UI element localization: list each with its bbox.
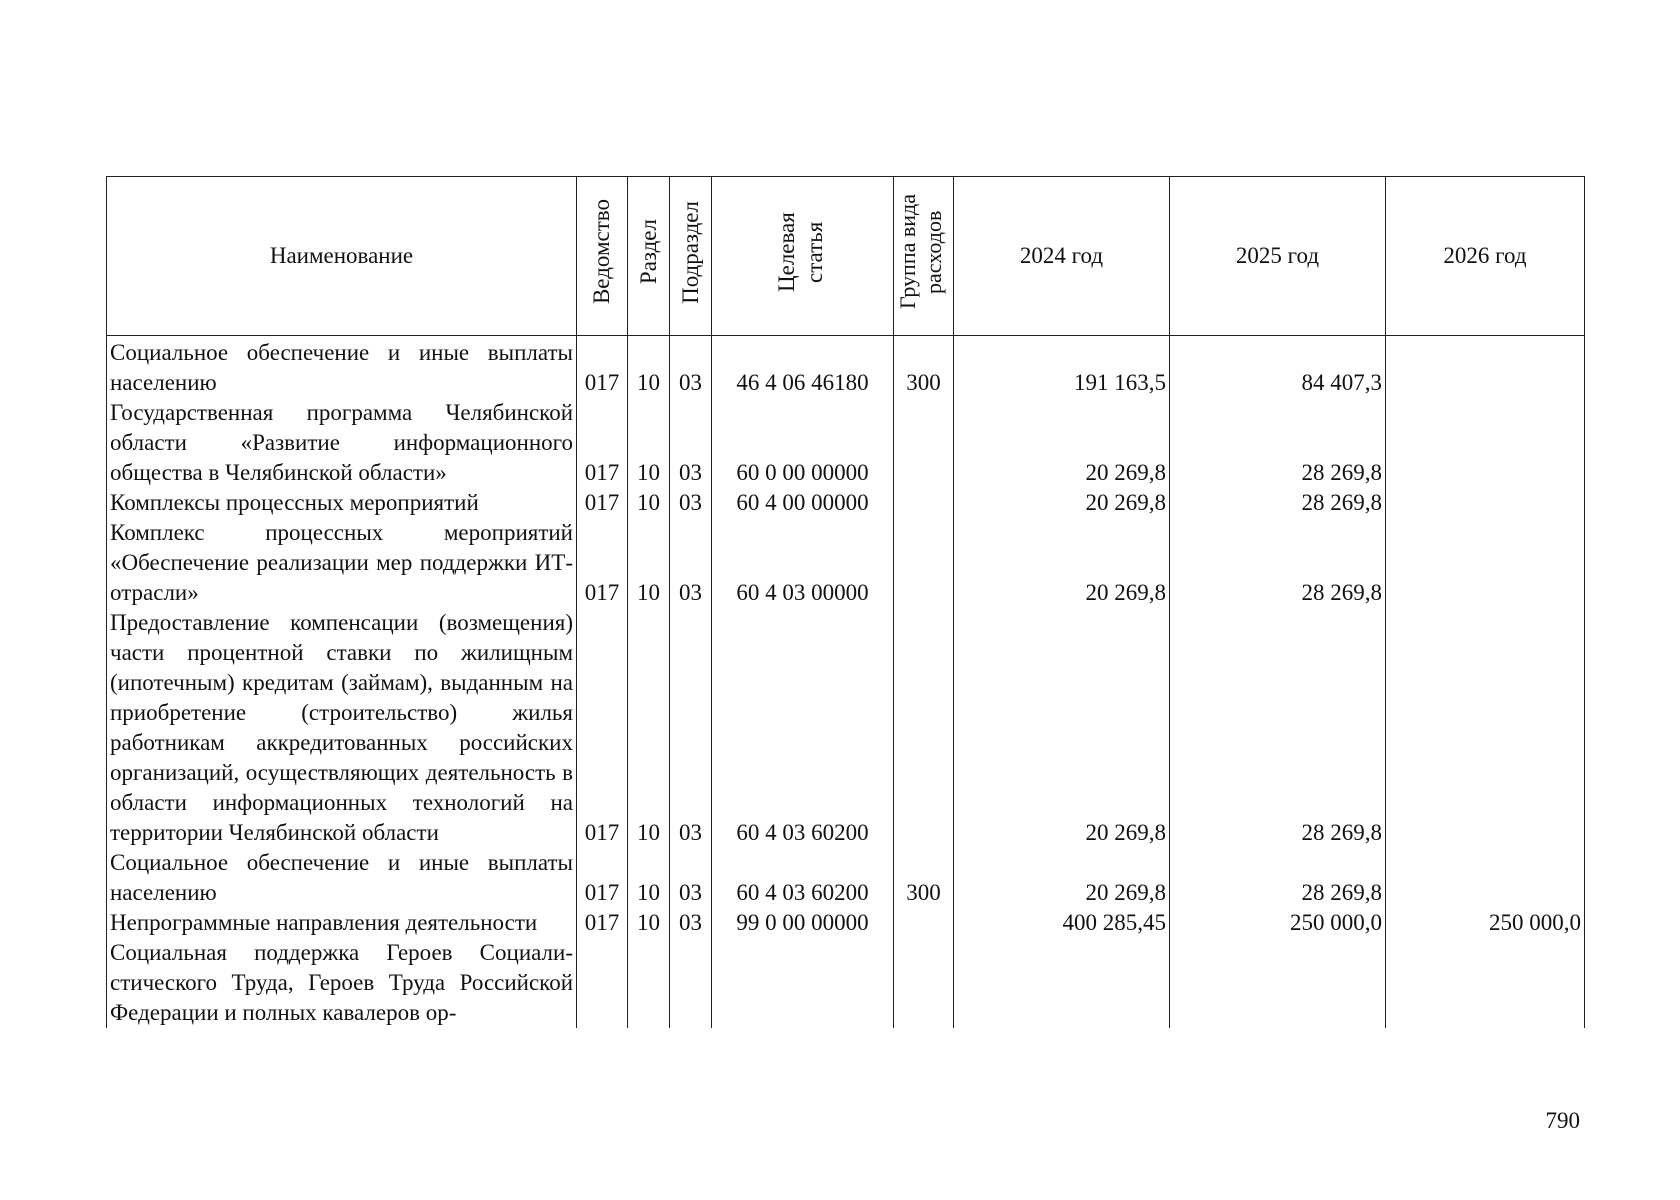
row-2025: 250 000,0 [1170,908,1386,938]
row-target-article: 46 4 06 46180 [712,336,894,399]
row-2024: 20 269,8 [954,608,1170,848]
table-row [107,398,1585,488]
table-row [107,608,1585,848]
row-subsection: 03 [670,398,712,488]
row-2024 [954,938,1170,1028]
row-section: 10 [628,608,670,848]
row-2024: 20 269,8 [954,488,1170,518]
header-2026: 2026 год [1386,177,1585,336]
row-2026 [1386,938,1585,1028]
row-name: Государственная программа Челябинской области «Развитие информационного общества в Челябинской области» [107,398,577,488]
row-target-article [712,938,894,1028]
row-section: 10 [628,336,670,399]
table-row [107,488,1585,518]
row-target-article: 60 0 00 00000 [712,398,894,488]
row-2026 [1386,488,1585,518]
row-department: 017 [577,908,628,938]
row-name: Социальная поддержка Героев Социалистического Труда, Героев Труда Российской Федерации и полных кавалеров ор- [107,938,577,1028]
row-2025: 28 269,8 [1170,608,1386,848]
row-2026 [1386,518,1585,608]
row-expense-group: 300 [894,848,954,908]
row-2025 [1170,938,1386,1028]
table-row [107,848,1585,908]
row-expense-group [894,608,954,848]
header-department: Ведомство [577,177,628,336]
row-subsection: 03 [670,518,712,608]
row-target-article: 60 4 00 00000 [712,488,894,518]
row-2024: 20 269,8 [954,398,1170,488]
row-subsection: 03 [670,608,712,848]
row-subsection: 03 [670,488,712,518]
row-2025: 28 269,8 [1170,518,1386,608]
row-expense-group [894,908,954,938]
row-section [628,938,670,1028]
page-number: 790 [1545,1108,1580,1133]
row-name: Комплекс процессных мероприятий «Обеспечение реализации мер поддержки ИТ-отрасли» [107,518,577,608]
row-2026 [1386,336,1585,399]
row-expense-group: 300 [894,336,954,399]
row-2026: 250 000,0 [1386,908,1585,938]
row-department: 017 [577,608,628,848]
row-target-article: 60 4 03 60200 [712,848,894,908]
row-name: Социальное обеспечение и иные выплаты населению [107,336,577,399]
row-department: 017 [577,518,628,608]
header-2024: 2024 год [954,177,1170,336]
row-name: Комплексы процессных мероприятий [107,488,577,518]
row-2025: 28 269,8 [1170,848,1386,908]
header-section: Раздел [628,177,670,336]
row-2026 [1386,848,1585,908]
row-2024: 191 163,5 [954,336,1170,399]
row-section: 10 [628,398,670,488]
row-2025: 28 269,8 [1170,488,1386,518]
row-department [577,938,628,1028]
row-target-article: 60 4 03 60200 [712,608,894,848]
row-department: 017 [577,488,628,518]
row-target-article: 99 0 00 00000 [712,908,894,938]
header-row [107,177,1585,336]
row-section: 10 [628,488,670,518]
row-subsection: 03 [670,336,712,399]
row-2026 [1386,608,1585,848]
header-subsection: Подраздел [670,177,712,336]
table-row [107,908,1585,938]
row-department: 017 [577,398,628,488]
row-name: Непрограммные направления деятельности [107,908,577,938]
row-department: 017 [577,848,628,908]
table-row [107,938,1585,1028]
header-expense-group: Группа вида расходов [894,177,954,336]
row-target-article: 60 4 03 00000 [712,518,894,608]
row-name: Предоставление компенсации (возмещения) части процентной ставки по жилищным (ипотечным) кредитам (займам), выданным на приобретение (строительство) жилья работникам аккредитованных российских организаций, осуществляющих деятельность в области информационных технологий на территории Челябинской области [107,608,577,848]
row-expense-group [894,518,954,608]
row-name: Социальное обеспечение и иные выплаты населению [107,848,577,908]
row-2025: 84 407,3 [1170,336,1386,399]
row-subsection: 03 [670,848,712,908]
header-2025: 2025 год [1170,177,1386,336]
header-name: Наименование [107,177,577,336]
row-section: 10 [628,908,670,938]
row-section: 10 [628,848,670,908]
budget-table-container [106,176,1584,1028]
row-subsection [670,938,712,1028]
row-subsection: 03 [670,908,712,938]
row-2024: 400 285,45 [954,908,1170,938]
table-row [107,518,1585,608]
row-2024: 20 269,8 [954,848,1170,908]
row-section: 10 [628,518,670,608]
row-expense-group [894,938,954,1028]
row-2026 [1386,398,1585,488]
row-2024: 20 269,8 [954,518,1170,608]
row-expense-group [894,488,954,518]
budget-table [106,176,1585,1028]
table-row [107,336,1585,399]
row-department: 017 [577,336,628,399]
row-2025: 28 269,8 [1170,398,1386,488]
header-target-article: Целевая статья [712,177,894,336]
row-expense-group [894,398,954,488]
